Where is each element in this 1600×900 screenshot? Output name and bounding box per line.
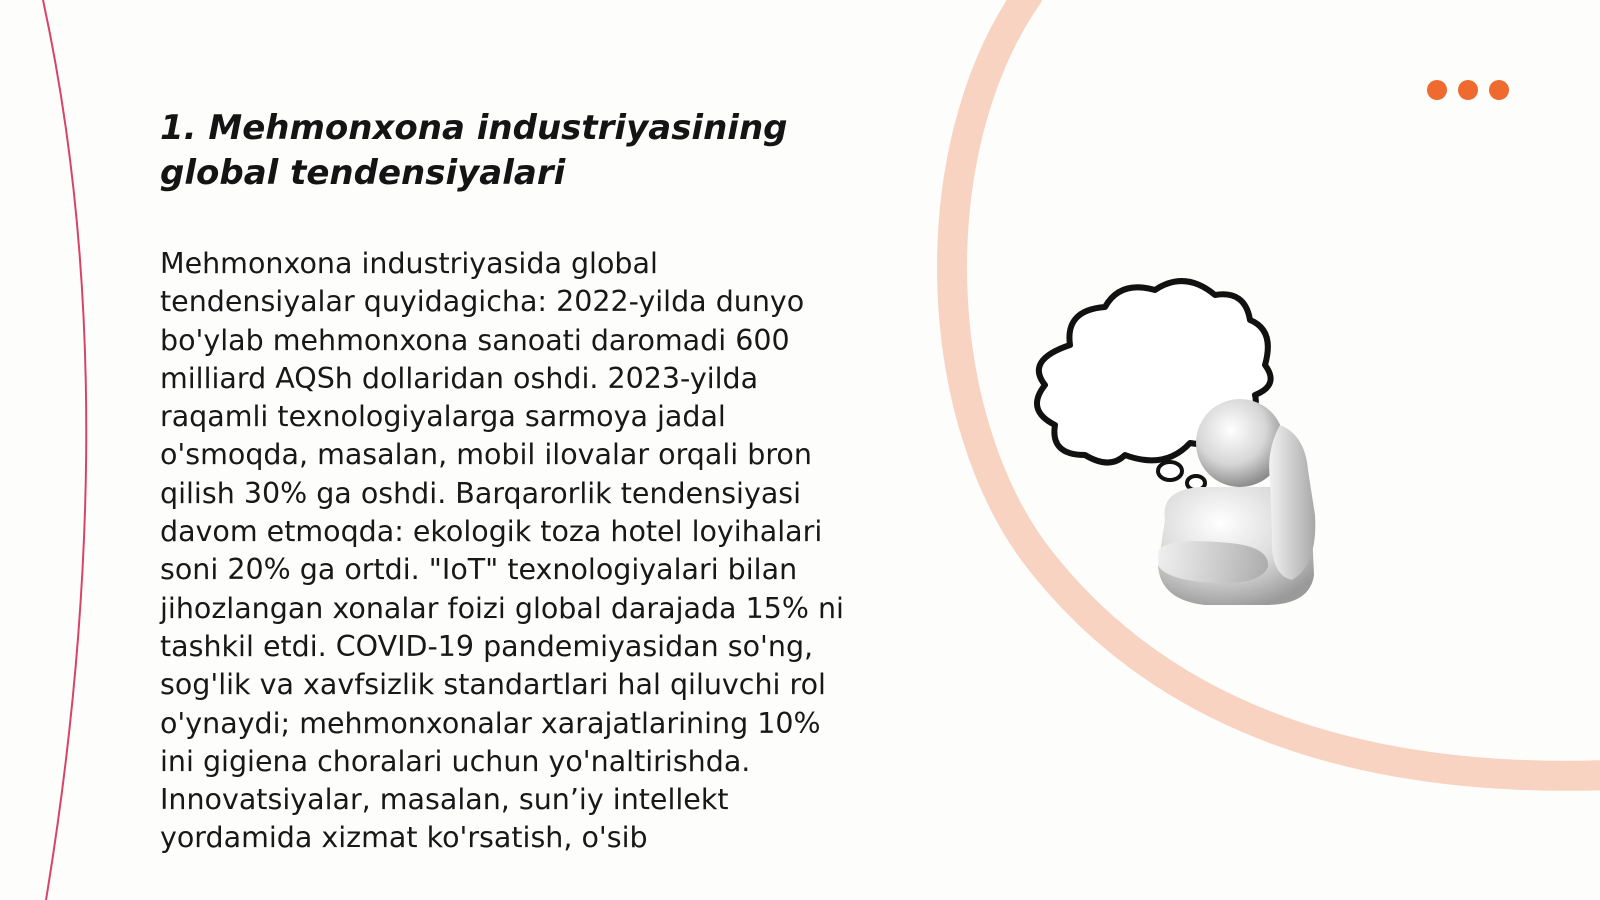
slide-title: 1. Mehmonxona industriyasining global tendensiyalari (160, 108, 788, 193)
thought-bubble-small-1 (1158, 462, 1182, 480)
dot-2 (1458, 80, 1478, 100)
thinking-person-icon (1030, 275, 1350, 615)
slide-body-text: Mehmonxona industriyasida global tendensiyalar quyidagicha: 2022-yilda dunyo bo'ylab mehmonxona sanoati daromadi 600 milliard AQSh dollaridan oshdi. 2023-yilda raqamli texnologiyalarga sarmoya jadal o'smoqda, masalan, mobil ilovalar orqali bron qilish 30% ga oshdi. Barqarorlik tendensiyasi davom etmoqda: ekologik toza hotel loyihalari soni 20% ga ortdi. "IoT" texnologiyalari bilan jihozlangan xonalar foizi global darajada 15% ni tashkil etdi. COVID-19 pandemiyasidan so'ng, sog'lik va xavfsizlik standartlari hal qiluvchi rol o'ynaydi; mehmonxonalar xarajatlarining 10% ini gigiena choralari uchun yo'naltirishda. Innovatsiyalar, masalan, sun’iy intellekt yordamida xizmat ko'rsatish, o'sib (160, 247, 844, 855)
dot-1 (1427, 80, 1447, 100)
left-curve-line (43, 0, 86, 900)
dot-3 (1489, 80, 1509, 100)
figure-arm-raised (1269, 425, 1315, 580)
more-dots-icon (1427, 80, 1517, 100)
